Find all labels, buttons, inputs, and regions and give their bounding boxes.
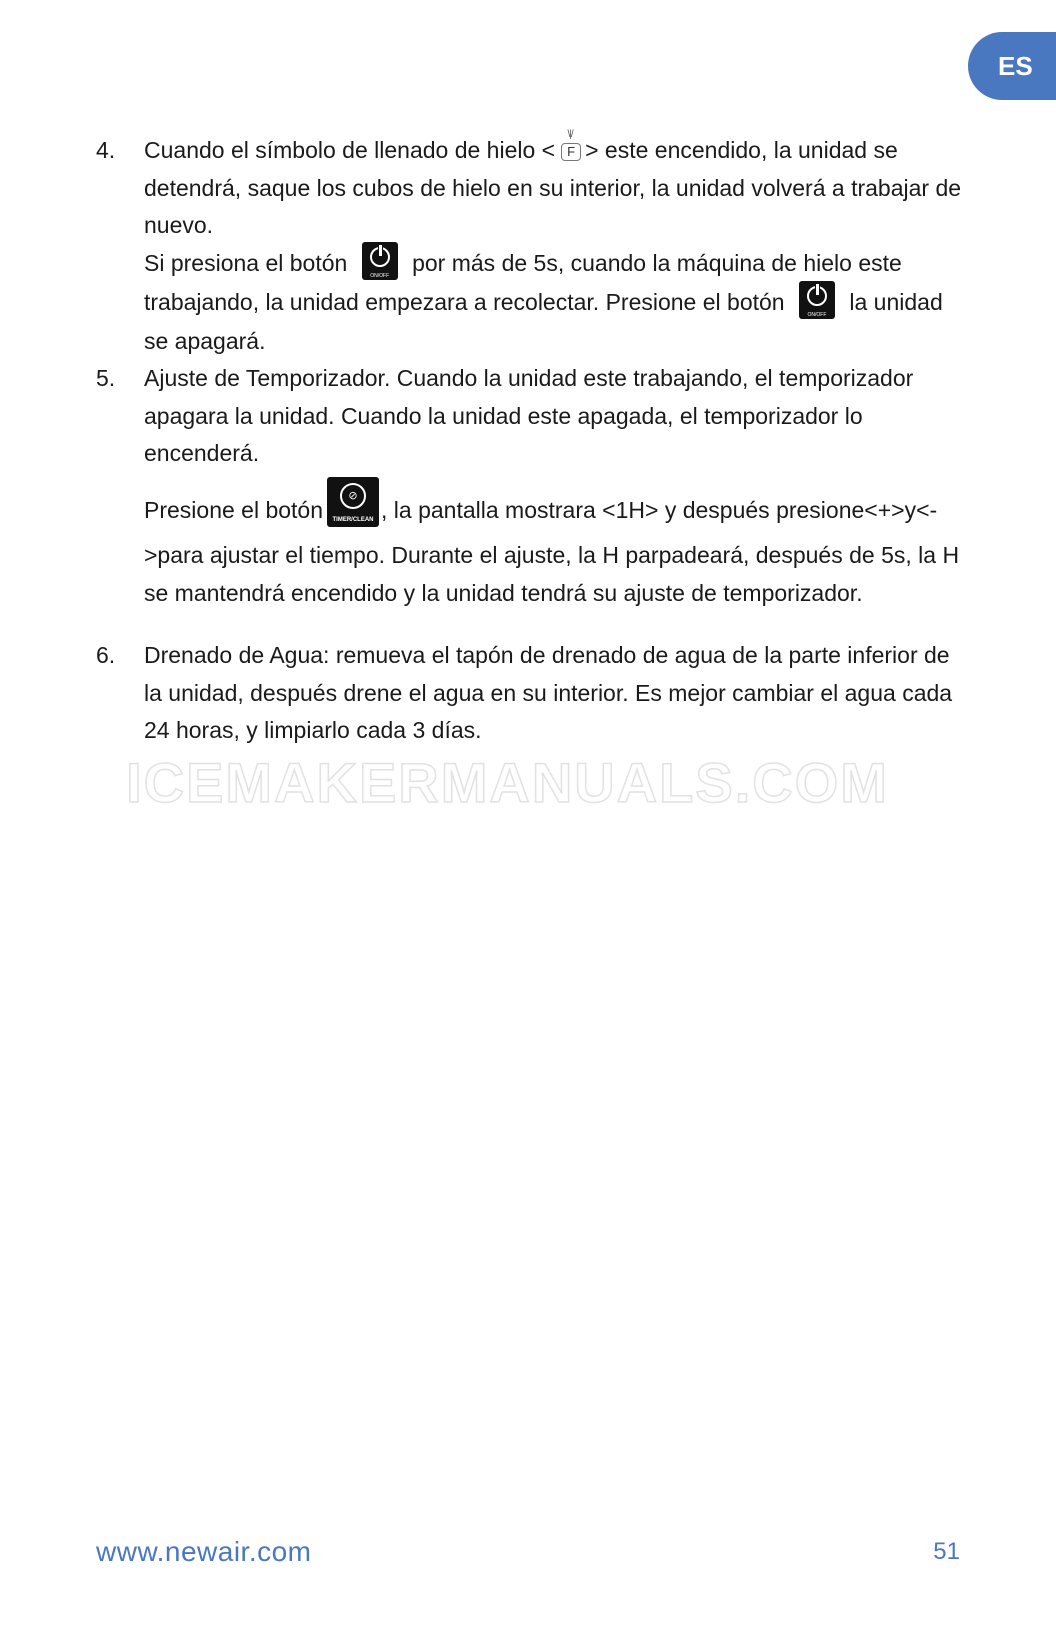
item-number: 6.	[96, 642, 116, 669]
item-number: 4.	[96, 137, 116, 163]
item-number: 5.	[96, 365, 116, 392]
language-tab	[968, 32, 1056, 100]
power-button-icon: ON/OFF	[362, 242, 398, 280]
item-paragraph: Drenado de Agua: remueva el tapón de drenado de agua de la parte inferior de la unidad, después drene el agua en su interior. Es mejor cambiar el agua cada 24 horas, y limpiarlo cada 3 días.	[144, 642, 953, 744]
list-item-5	[96, 360, 966, 612]
language-label: ES	[998, 50, 1033, 81]
item-paragraph: Cuando el símbolo de llenado de hielo < \|/ F > este encendido, la unidad se detendrá, saque los cubos de hielo en su interior, la unidad volverá a trabajar de nuevo.	[144, 128, 962, 239]
item-paragraph: Presione el botón ⊘ TIMER/CLEAN , la pantalla mostrara <1H> y después presione<+>y<->para ajustar el tiempo. Durante el ajuste, la H parpadeará, después de 5s, la H se mantendrá encendido y la unidad tendrá su ajuste de temporizador.	[144, 487, 966, 612]
page-number: 51	[933, 1538, 960, 1565]
item-paragraph: Ajuste de Temporizador. Cuando la unidad este trabajando, el temporizador apagara la unidad. Cuando la unidad este apagada, el temporizador lo encenderá.	[144, 365, 914, 467]
timer-button-icon: ⊘ TIMER/CLEAN	[327, 477, 379, 527]
footer-url: www.newair.com	[96, 1536, 312, 1567]
instructions-list	[96, 128, 966, 750]
ice-full-icon: \|/ F	[555, 129, 585, 159]
power-button-icon: ON/OFF	[799, 281, 835, 319]
watermark: ICEMAKERMANUALS.COM	[126, 751, 889, 814]
item-paragraph: Si presiona el botón ON/OFF por más de 5s, cuando la máquina de hielo este trabajando, la unidad empezara a recolectar. Presione el botón ON/OFF la unidad se apagará.	[144, 245, 966, 360]
list-item-6	[96, 637, 966, 750]
list-item-4	[96, 128, 966, 360]
